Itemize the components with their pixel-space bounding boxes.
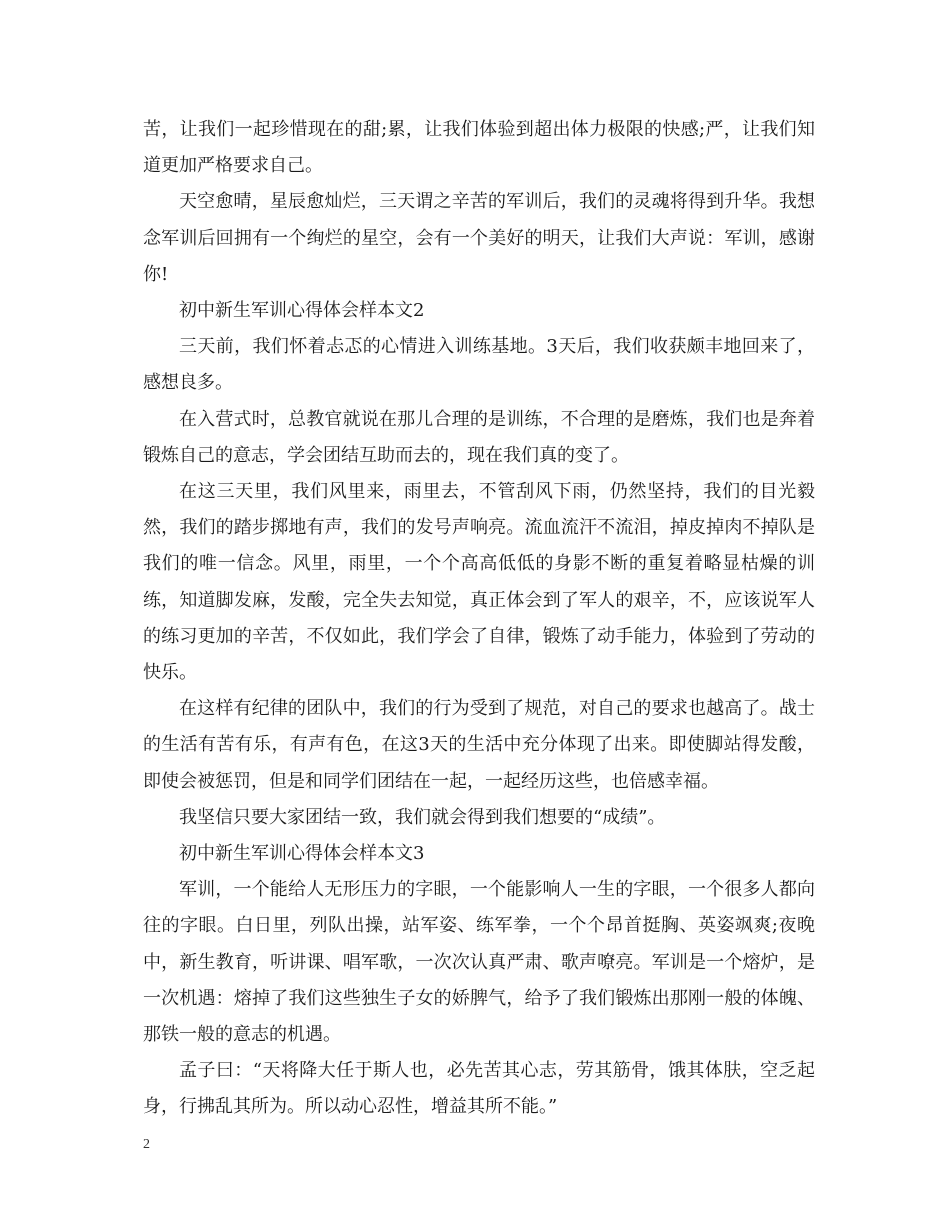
paragraph: 天空愈晴，星辰愈灿烂，三天谓之辛苦的军训后，我们的灵魂将得到升华。我想念军训后回拥有一个绚烂的星空，会有一个美好的明天，让我们大声说：军训，感谢你!	[143, 191, 815, 285]
paragraph: 在入营式时，总教官就说在那儿合理的是训练，不合理的是磨炼，我们也是奔着锻炼自己的意志，学会团结互助而去的，现在我们真的变了。	[143, 408, 815, 466]
page-number: 2	[143, 1137, 150, 1152]
paragraph: 三天前，我们怀着忐忑的心情进入训练基地。3天后，我们收获颇丰地回来了，感想良多。	[143, 336, 815, 394]
section-heading: 初中新生军训心得体会样本文3	[179, 843, 425, 865]
paragraph: 在这三天里，我们风里来，雨里去，不管刮风下雨，仍然坚持，我们的目光毅然，我们的踏步掷地有声，我们的发号声响亮。流血流汗不流泪，掉皮掉肉不掉队是我们的唯一信念。风里，雨里，一个个高高低低的身影不断的重复着略显枯燥的训练，知道脚发麻，发酸，完全失去知觉，真正体会到了军人的艰辛，不，应该说军人的练习更加的辛苦，不仅如此，我们学会了自律，锻炼了动手能力，体验到了劳动的快乐。	[143, 481, 815, 684]
paragraph: 我坚信只要大家团结一致，我们就会得到我们想要的“成绩”。	[179, 806, 666, 828]
section-heading: 初中新生军训心得体会样本文2	[179, 300, 425, 322]
document-body	[143, 112, 815, 1126]
paragraph-continuation: 苦，让我们一起珍惜现在的甜;累，让我们体验到超出体力极限的快感;严，让我们知道更加严格要求自己。	[143, 119, 816, 177]
paragraph: 军训，一个能给人无形压力的字眼，一个能影响人一生的字眼，一个很多人都向往的字眼。白日里，列队出操，站军姿、练军拳，一个个昂首挺胸、英姿飒爽;夜晚中，新生教育，听讲课、唱军歌，一次次认真严肃、歌声嘹亮。军训是一个熔炉，是一次机遇：熔掉了我们这些独生子女的娇脾气，给予了我们锻炼出那刚一般的体魄、那铁一般的意志的机遇。	[143, 879, 815, 1046]
paragraph: 孟子曰：“天将降大任于斯人也，必先苦其心志，劳其筋骨，饿其体肤，空乏起身，行拂乱其所为。所以动心忍性，增益其所不能。”	[143, 1060, 815, 1118]
paragraph: 在这样有纪律的团队中，我们的行为受到了规范，对自己的要求也越高了。战士的生活有苦有乐，有声有色，在这3天的生活中充分体现了出来。即使脚站得发酸，即使会被惩罚，但是和同学们团结在一起，一起经历这些，也倍感幸福。	[143, 698, 815, 792]
